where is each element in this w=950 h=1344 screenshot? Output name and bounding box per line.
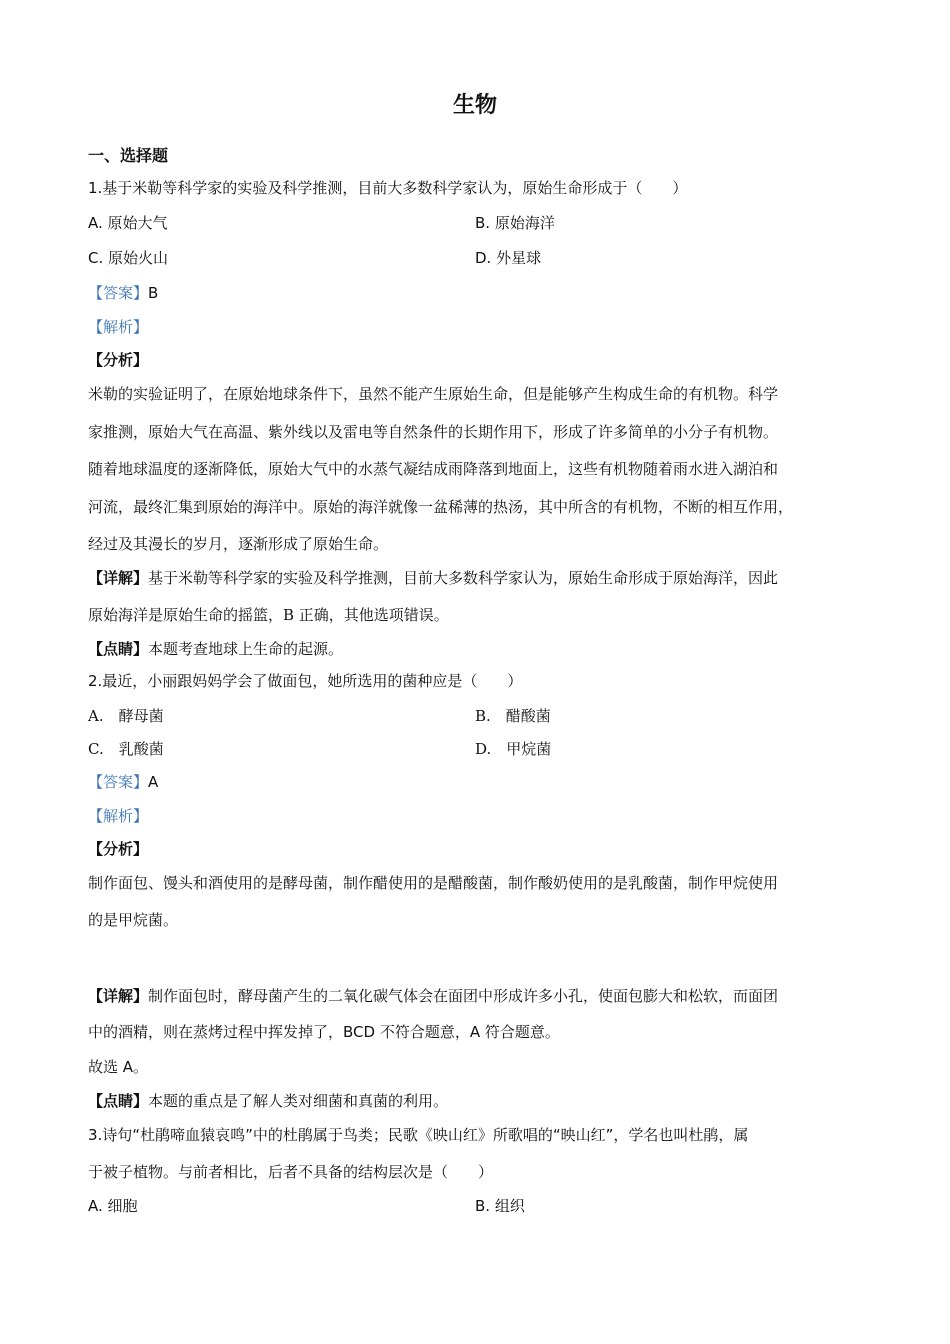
q1-option-c: C. 原始火山 [88,249,169,267]
detail-tag: 【详解】 [88,987,149,1005]
answer-tag: 【答案】 [88,284,149,302]
q3-option-b: B. 组织 [475,1197,525,1215]
q1-analysis-line: 家推测，原始大气在高温、紫外线以及雷电等自然条件的长期作用下，形成了许多简单的小分子有机物。 [88,423,779,441]
q2-analysis-line: 的是甲烷菌。 [88,911,179,929]
q1-option-d: D. 外星球 [475,249,542,267]
detail-text: 制作面包时，酵母菌产生的二氧化碳气体会在面团中形成许多小孔，使面包膨大和松软，而面团 [148,987,779,1005]
q2-option-d: D. 甲烷菌 [475,740,552,758]
q1-point-line [88,638,343,659]
point-tag: 【点睛】 [88,1092,149,1110]
jiexi-tag: 【解析】 [88,807,149,825]
fenxi-tag: 【分析】 [88,840,149,858]
q1-analysis-line: 随着地球温度的逐渐降低，原始大气中的水蒸气凝结成雨降落到地面上，这些有机物随着雨水进入湖泊和 [88,460,779,478]
q1-analysis-line: 米勒的实验证明了，在原始地球条件下，虽然不能产生原始生命，但是能够产生构成生命的有机物。科学 [88,385,779,403]
q1-analysis-line: 河流，最终汇集到原始的海洋中。原始的海洋就像一盆稀薄的热汤，其中所含的有机物，不断的相互作用， [88,498,794,516]
q3-stem-line: 3.诗句“杜鹃啼血猿哀鸣”中的杜鹃属于鸟类；民歌《映山红》所歌唱的“映山红”，学名也叫杜鹃，属 [88,1126,749,1144]
detail-text: 基于米勒等科学家的实验及科学推测，目前大多数科学家认为，原始生命形成于原始海洋，因此 [148,569,779,587]
q1-detail-line [88,567,778,588]
q2-option-a: A. 酵母菌 [88,707,164,725]
q2-detail-line: 中的酒精，则在蒸烤过程中挥发掉了，BCD 不符合题意，A 符合题意。 [88,1023,560,1041]
q1-answer-line [88,282,158,303]
point-tag: 【点睛】 [88,640,149,658]
point-text: 本题考查地球上生命的起源。 [148,640,344,658]
q1-analysis-line: 经过及其漫长的岁月，逐渐形成了原始生命。 [88,535,389,553]
q1-option-a: A. 原始大气 [88,214,168,232]
point-text: 本题的重点是了解人类对细菌和真菌的利用。 [148,1092,449,1110]
q2-detail-line [88,985,778,1006]
fenxi-tag: 【分析】 [88,351,149,369]
q2-conclusion: 故选 A。 [88,1058,149,1076]
q2-stem: 2.最近，小丽跟妈妈学会了做面包，她所选用的菌种应是（ ） [88,672,523,690]
detail-tag: 【详解】 [88,569,149,587]
q1-option-b: B. 原始海洋 [475,214,555,232]
jiexi-tag: 【解析】 [88,318,149,336]
q2-answer-line [88,771,158,792]
q1-stem: 1.基于米勒等科学家的实验及科学推测，目前大多数科学家认为，原始生命形成于（ ） [88,179,688,197]
q3-option-a: A. 细胞 [88,1197,138,1215]
q3-stem-line: 于被子植物。与前者相比，后者不具备的结构层次是（ ） [88,1163,494,1181]
q2-analysis-line: 制作面包、馒头和酒使用的是酵母菌，制作醋使用的是醋酸菌，制作酸奶使用的是乳酸菌，制作甲烷使用 [88,874,779,892]
answer-tag: 【答案】 [88,773,149,791]
section-heading: 一、选择题 [88,146,169,165]
answer-value: B [148,284,159,302]
q2-option-c: C. 乳酸菌 [88,740,164,758]
page-title: 生物 [452,93,497,118]
q2-option-b: B. 醋酸菌 [475,707,551,725]
q2-point-line [88,1090,448,1111]
answer-value: A [148,773,159,791]
q1-detail-line: 原始海洋是原始生命的摇篮，B 正确，其他选项错误。 [88,606,449,624]
